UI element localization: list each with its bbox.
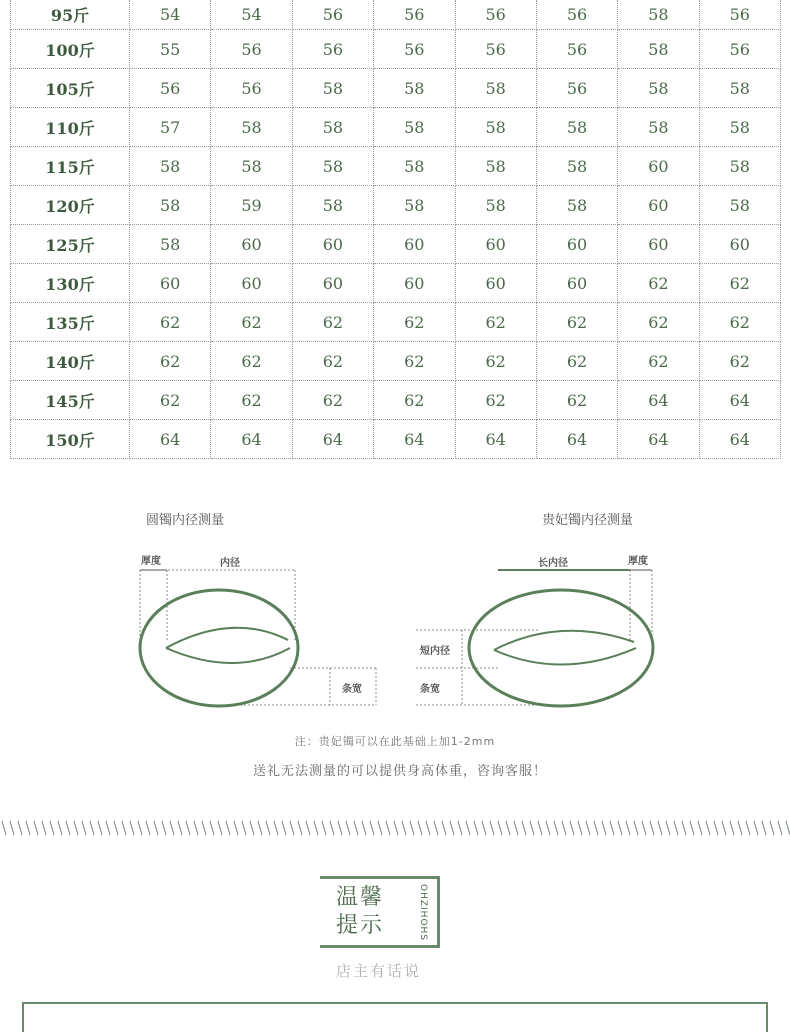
size-cell: 60 [130,264,211,303]
size-cell: 58 [536,186,617,225]
size-cell: 58 [211,108,292,147]
tips-badge [320,876,444,980]
size-cell: 54 [130,0,211,30]
size-cell: 58 [455,147,536,186]
size-cell: 62 [211,303,292,342]
size-cell: 58 [536,108,617,147]
size-cell: 58 [292,186,373,225]
size-cell: 62 [211,381,292,420]
size-cell: 60 [211,264,292,303]
size-cell: 62 [374,381,455,420]
size-cell: 56 [536,0,617,30]
size-cell: 62 [536,381,617,420]
oval-long-inner-label: 长内径 [538,558,568,569]
size-cell: 56 [536,69,617,108]
size-cell: 62 [130,303,211,342]
size-cell: 60 [374,225,455,264]
size-cell: 64 [618,381,699,420]
size-cell: 62 [292,342,373,381]
size-cell: 58 [699,108,780,147]
size-cell: 58 [455,186,536,225]
oval-short-inner-label: 短内径 [420,646,450,657]
round-width-label: 条宽 [342,684,362,695]
size-cell: 58 [130,147,211,186]
round-title: 圆镯内径测量 [146,513,225,528]
size-cell: 60 [211,225,292,264]
size-cell: 62 [211,342,292,381]
size-table [10,0,781,459]
weight-cell: 145斤 [11,381,130,420]
table-row [11,225,781,264]
round-inner-label: 内径 [220,558,240,569]
weight-cell: 95斤 [11,0,130,30]
size-cell: 57 [130,108,211,147]
size-cell: 58 [618,30,699,69]
size-cell: 64 [130,420,211,459]
size-cell: 62 [699,264,780,303]
size-cell: 62 [699,303,780,342]
weight-cell: 100斤 [11,30,130,69]
size-cell: 58 [292,147,373,186]
size-cell: 64 [699,420,780,459]
tips-subtitle: 店主有话说 [336,962,422,980]
table-row [11,108,781,147]
size-cell: 56 [374,30,455,69]
size-cell: 56 [292,0,373,30]
size-cell: 62 [455,381,536,420]
oval-width-label: 条宽 [420,684,440,695]
size-cell: 56 [211,30,292,69]
size-cell: 60 [292,264,373,303]
size-cell: 58 [374,147,455,186]
tips-vertical-text: OHZIHOHS [418,884,428,942]
weight-cell: 110斤 [11,108,130,147]
table-row [11,264,781,303]
size-cell: 58 [130,225,211,264]
size-cell: 56 [211,69,292,108]
oval-title: 贵妃镯内径测量 [542,513,634,528]
size-cell: 58 [536,147,617,186]
size-cell: 58 [292,69,373,108]
weight-cell: 120斤 [11,186,130,225]
size-cell: 58 [618,0,699,30]
size-cell: 64 [618,420,699,459]
note-main: 送礼无法测量的可以提供身高体重，咨询客服！ [252,764,547,779]
size-cell: 55 [130,30,211,69]
size-cell: 56 [699,0,780,30]
size-cell: 58 [292,108,373,147]
table-row [11,147,781,186]
size-cell: 56 [455,30,536,69]
weight-cell: 150斤 [11,420,130,459]
weight-cell: 125斤 [11,225,130,264]
size-cell: 60 [618,225,699,264]
size-cell: 62 [536,303,617,342]
size-cell: 62 [292,303,373,342]
size-cell: 56 [374,0,455,30]
weight-cell: 105斤 [11,69,130,108]
hatch-divider [0,820,790,836]
size-cell: 60 [536,264,617,303]
table-row [11,303,781,342]
size-cell: 58 [618,69,699,108]
size-cell: 56 [130,69,211,108]
weight-cell: 115斤 [11,147,130,186]
tips-title-line1: 温馨 [336,885,385,910]
size-cell: 58 [699,69,780,108]
table-row [11,342,781,381]
table-row [11,69,781,108]
size-cell: 60 [455,264,536,303]
table-row [11,0,781,30]
size-cell: 58 [699,186,780,225]
size-cell: 62 [292,381,373,420]
size-cell: 62 [374,303,455,342]
size-cell: 64 [292,420,373,459]
size-cell: 62 [699,342,780,381]
round-thickness-label: 厚度 [141,556,161,567]
size-cell: 58 [455,69,536,108]
size-cell: 58 [374,186,455,225]
weight-cell: 135斤 [11,303,130,342]
size-cell: 64 [211,420,292,459]
size-cell: 59 [211,186,292,225]
size-cell: 62 [618,264,699,303]
size-cell: 64 [455,420,536,459]
size-cell: 60 [455,225,536,264]
size-cell: 58 [455,108,536,147]
weight-cell: 130斤 [11,264,130,303]
weight-cell: 140斤 [11,342,130,381]
size-cell: 60 [618,186,699,225]
oval-thickness-label: 厚度 [628,556,648,567]
size-cell: 62 [374,342,455,381]
size-cell: 56 [455,0,536,30]
tips-title [336,884,396,940]
size-cell: 58 [699,147,780,186]
size-cell: 60 [374,264,455,303]
size-cell: 62 [130,381,211,420]
table-row [11,30,781,69]
size-cell: 62 [618,303,699,342]
size-cell: 56 [536,30,617,69]
table-row [11,381,781,420]
size-cell: 62 [536,342,617,381]
size-cell: 58 [618,108,699,147]
size-cell: 62 [618,342,699,381]
table-row [11,420,781,459]
size-cell: 62 [455,303,536,342]
size-cell: 64 [374,420,455,459]
size-cell: 56 [699,30,780,69]
size-cell: 58 [374,69,455,108]
size-cell: 62 [455,342,536,381]
size-cell: 60 [699,225,780,264]
size-cell: 58 [130,186,211,225]
size-cell: 58 [211,147,292,186]
bottom-frame [22,1002,768,1032]
size-cell: 56 [292,30,373,69]
size-cell: 58 [374,108,455,147]
size-cell: 60 [618,147,699,186]
size-cell: 62 [130,342,211,381]
tips-title-line2: 提示 [336,913,385,938]
note-small: 注：贵妃镯可以在此基础上加1-2mm [294,735,496,748]
size-cell: 60 [292,225,373,264]
size-cell: 64 [536,420,617,459]
size-cell: 60 [536,225,617,264]
size-cell: 64 [699,381,780,420]
table-row [11,186,781,225]
size-cell: 54 [211,0,292,30]
